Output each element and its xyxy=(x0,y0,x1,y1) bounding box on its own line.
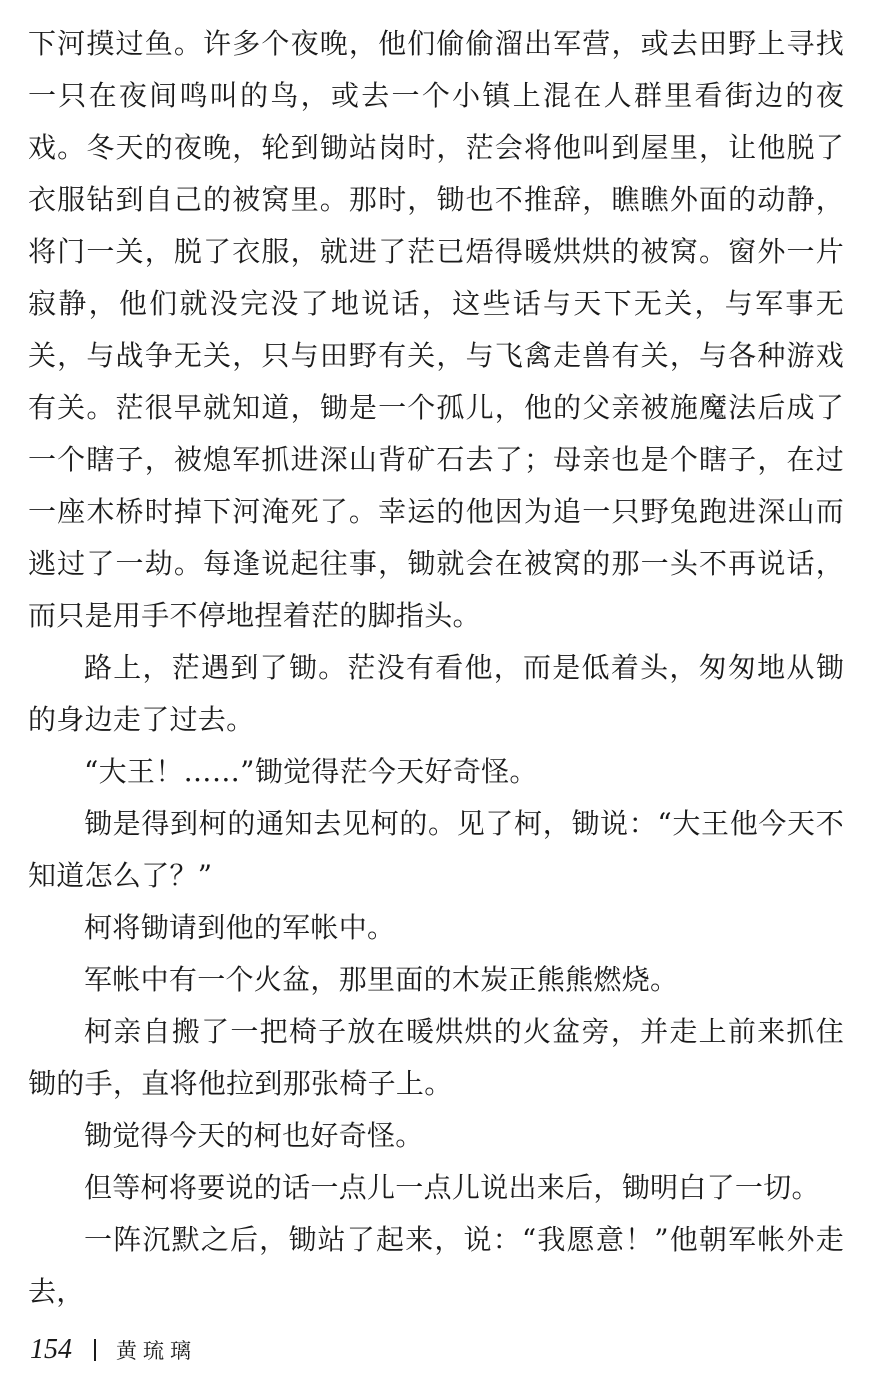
paragraph: 但等柯将要说的话一点儿一点儿说出来后，锄明白了一切。 xyxy=(84,1171,820,1204)
paragraph: 锄觉得今天的柯也好奇怪。 xyxy=(84,1119,424,1152)
book-title: 黄琉璃 xyxy=(116,1339,197,1363)
paragraph: 军帐中有一个火盆，那里面的木炭正熊熊燃烧。 xyxy=(84,963,679,996)
paragraph: 路上，茫遇到了锄。茫没有看他，而是低着头，匆匆地从锄的身边走了过去。 xyxy=(28,651,844,736)
paragraph: 锄是得到柯的通知去见柯的。见了柯，锄说：“大王他今天不知道怎么了？” xyxy=(28,807,844,892)
footer-divider xyxy=(94,1339,96,1361)
page-body xyxy=(28,18,844,1318)
page-footer xyxy=(30,1330,197,1370)
paragraph: “大王！……”锄觉得茫今天好奇怪。 xyxy=(84,755,538,788)
paragraph-continuation: 下河摸过鱼。许多个夜晚，他们偷偷溜出军营，或去田野上寻找一只在夜间鸣叫的鸟，或去一个小镇上混在人群里看街边的夜戏。冬天的夜晚，轮到锄站岗时，茫会将他叫到屋里，让他脱了衣服钻到自己的被窝里。那时，锄也不推辞，瞧瞧外面的动静，将门一关，脱了衣服，就进了茫已焐得暖烘烘的被窝。窗外一片寂静，他们就没完没了地说话，这些话与天下无关，与军事无关，与战争无关，只与田野有关，与飞禽走兽有关，与各种游戏有关。茫很早就知道，锄是一个孤儿，他的父亲被施魔法后成了一个瞎子，被熄军抓进深山背矿石去了；母亲也是个瞎子，在过一座木桥时掉下河淹死了。幸运的他因为追一只野兔跑进深山而逃过了一劫。每逢说起往事，锄就会在被窝的那一头不再说话，而只是用手不停地捏着茫的脚指头。 xyxy=(28,27,844,632)
page-number: 154 xyxy=(30,1334,72,1365)
paragraph: 一阵沉默之后，锄站了起来，说：“我愿意！”他朝军帐外走去， xyxy=(28,1223,844,1308)
paragraph: 柯将锄请到他的军帐中。 xyxy=(84,911,396,944)
paragraph: 柯亲自搬了一把椅子放在暖烘烘的火盆旁，并走上前来抓住锄的手，直将他拉到那张椅子上。 xyxy=(28,1015,844,1100)
